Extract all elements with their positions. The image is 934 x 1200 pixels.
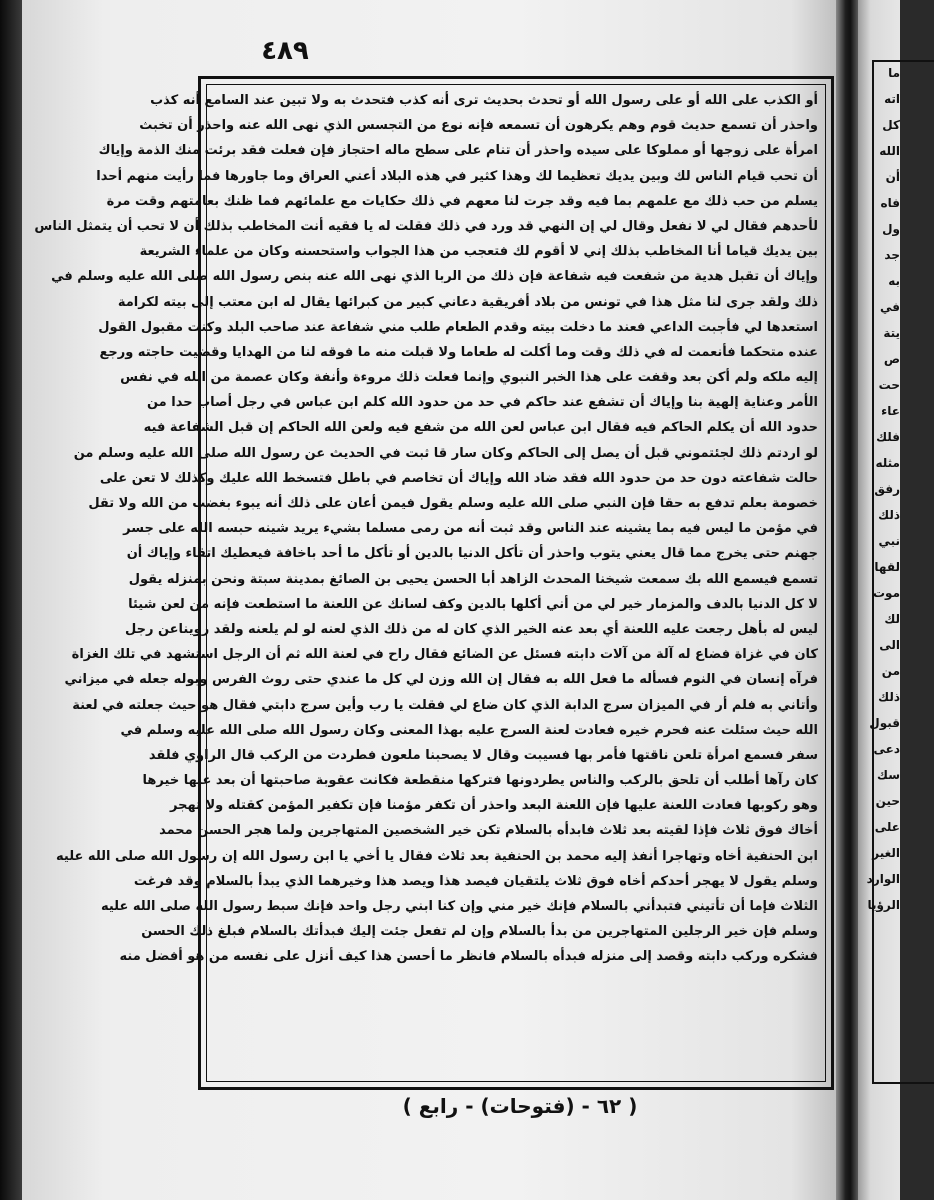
text-line: حدود الله أن يكلم الحاكم فيه فقال ابن عباس لعن الله من شفع فيه ولعن الله الحاكم إن قبل الشفاعة فيه (143, 420, 818, 436)
adjacent-page-fragment: حين (875, 794, 900, 808)
text-line: لا كل الدنيا بالدف والمزمار خير لي من أني أكلها بالدين وكف لسانك عن اللعنة ما استطعت فإنه من لعن شيئا (128, 596, 818, 612)
adjacent-page-fragment: كل (882, 118, 900, 132)
adjacent-page-fragment: فاه (880, 196, 900, 210)
adjacent-page-fragment: قبول (869, 716, 900, 730)
adjacent-page-fragment: الغير (872, 846, 900, 860)
adjacent-page-fragment: يتة (883, 326, 900, 340)
text-line: وهو ركوبها فعادت اللعنة عليها فإن اللعنة البعد واحذر أن تكفر مؤمنا فإن تكفير المؤمن كقتله ولا تهجر (170, 798, 818, 814)
adjacent-page-fragment: فلك (876, 430, 900, 444)
adjacent-page-fragment: اته (884, 92, 900, 106)
text-line: في مؤمن ما ليس فيه بما يشينه عند الناس وقد ثبت أنه من رمى مسلما بشيء يريد شينه حبسه الله على جسر (123, 521, 818, 537)
text-line: إليه ملكه ولم أكن بعد وقفت على هذا الخبر النبوي وإنما فعلت ذلك مروءة وأنفة وكان عصمة من الله في نفس (120, 370, 818, 386)
adjacent-page-fragment: رفق (874, 482, 900, 496)
adjacent-page-fragment: دعى (873, 742, 900, 756)
text-line: بين يديك قياما أنا المخاطب بذلك إني لا أقوم لك فتعجب من هذا الجواب واستحسنه وكان من علماء الشريعة (139, 244, 818, 260)
adjacent-page-fragment: حت (878, 378, 900, 392)
book-spine (836, 0, 860, 1200)
text-line: أخاك فوق ثلاث فإذا لقيته بعد ثلاث فابدأه بالسلام تكن خير الشخصين المتهاجرين ولما هجر الحسن محمد (159, 823, 818, 839)
adjacent-page-fragment: في (880, 300, 900, 314)
adjacent-page-fragment: الله (879, 144, 900, 158)
adjacent-page-fragment: على (874, 820, 900, 834)
arabic-text-body (34, 88, 818, 1078)
book-binding-shadow (0, 0, 22, 1200)
text-line: عنده متحكما فأنعمت له في ذلك وقت وما أكلت له طعاما ولا قبلت منه ما فوقه لنا من الهدايا وقضيت حاجته ورجع (99, 344, 818, 360)
text-line: كان في غزاة فضاع له آلة من آلات دابته فسئل عن الضائع فقال راح في لعنة الله ثم أن الرجل استشهد في تلك الغزاة (71, 647, 818, 663)
adjacent-page-fragment: لقها (874, 560, 900, 574)
adjacent-page-fragment: به (888, 274, 900, 288)
text-line: أن تحب قيام الناس لك وبين يديك تعظيما لك وهذا كثير في هذه البلاد أعني العراق وما جاورها فما رأيت منهم أحدا (96, 168, 818, 184)
text-line: فرآه إنسان في النوم فسأله ما فعل الله به فقال إن الله وزن لي كل ما عندي حتى روث الفرس وبوله جعله في ميزاني (64, 672, 818, 688)
text-line: فشكره وركب دابته وقصد إلى منزله فبدأه بالسلام فانظر ما أحسن هذا كيف أنزل على نفسه من هو أفضل منه (119, 949, 818, 965)
adjacent-page-fragment: ص (883, 352, 900, 366)
text-line: امرأة على زوجها أو مملوكا على سيده واحذر أن تنام على سطح ماله احتجاز فإن فعلت فقد برئت منك الذمة وإياك (98, 143, 818, 159)
adjacent-page-fragment: جد (884, 248, 900, 262)
adjacent-page-fragment: ذلك (878, 690, 900, 704)
text-line: أو الكذب على الله أو على رسول الله أو تحدث بحديث ترى أنه كذب فتحدث به ولا تبين عند السامع أنه كذب (150, 93, 818, 108)
adjacent-page-fragment: نبي (878, 534, 900, 548)
text-line: وأتاني به فلم أر في الميزان سرج الدابة الذي كان ضاع لي فقلت يا رب وأين سرج دابتي فقال هو حيث جعلته في لعنة (72, 697, 818, 713)
text-line: الثلاث فإما أن تأتيني فتبدأني بالسلام فإنك خير مني وإن كنا ابني رجل واحد فإنك سبط رسول الله صلى الله عليه (100, 899, 818, 914)
text-line: ابن الحنفية أخاه وتهاجرا أنفذ إليه محمد بن الحنفية بعد ثلاث فقال يا أخي يا ابن رسول الله إن رسول الله صلى الله عليه (56, 848, 818, 864)
adjacent-page-fragment: موت (872, 586, 900, 600)
text-line: لأحدهم فقال لي لا نفعل وقال لي إن النهي قد ورد في ذلك فقلت له يا فقيه أنت المخاطب بذلك أن لا تحب أن يتمثل الناس (34, 218, 818, 234)
text-line: يسلم من حب ذلك مع علمهم بما فيه وقد جرت لنا معهم في ذلك حكايات مع علمائهم فما ظنك بعامتهم وقت مرة (106, 193, 818, 209)
adjacent-page-fragment: الوارد (866, 872, 900, 886)
text-line: خصومة بعلم تدفع به حقا فإن النبي صلى الله عليه وسلم يقول فيمن أعان على ذلك أنه يبوء بغضب من الله ولا تقل (88, 496, 818, 511)
text-line: وسلم فإن خير الرجلين المتهاجرين من بدأ بالسلام وإن لم تفعل جئت إليك فبدأتك بالسلام فبلغ ذلك الحسن (141, 924, 818, 940)
page-number: ٤٨٩ (261, 36, 309, 66)
adjacent-page-fragment: عاء (881, 404, 900, 418)
text-line: تسمع فيسمع الله بك سمعت شيخنا المحدث الزاهد أبا الحسن يحيى بن الصائغ بمدينة سبتة ونحن بمنزله يقول (128, 571, 818, 587)
adjacent-page-fragment: الرؤيا (867, 898, 900, 912)
adjacent-page-fragment: من (881, 664, 900, 678)
text-line: جهنم حتى يخرج مما قال يعني يتوب واحذر أن تأكل الدنيا بالدين أو تأكل ما أحد باخافة فيعطيك اتقاء وإياك أن (126, 546, 818, 562)
adjacent-page-fragment: الى (879, 638, 900, 652)
adjacent-page-fragment: أن (885, 170, 900, 184)
text-line: ليس له بأهل رجعت عليه اللعنة أي بعد عنه الخير الذي كان له من ذلك الذي لعنه لو لم يلعنه ولقد رويناعن رجل (124, 621, 818, 637)
adjacent-page-fragment: سك (877, 768, 900, 782)
adjacent-page-fragment: ذلك (878, 508, 900, 522)
text-line: سفر فسمع امرأة تلعن ناقتها فأمر بها فسيبت وقال لا يصحبنا ملعون فطردت من الركب قال الراوي فلقد (148, 747, 818, 763)
text-line: وسلم يقول لا يهجر أحدكم أخاه فوق ثلاث يلتقيان فيصد هذا ويصد هذا وخيرهما الذي يبدأ بالسلام وقد فرغت (133, 873, 818, 889)
adjacent-page-fragment: لك (884, 612, 900, 626)
text-line: لو اردتم ذلك لجئتموني قبل أن يصل إلى الحاكم وكان سار قا ثبت في الحديث عن رسول الله صلى الله عليه وسلم من (73, 445, 818, 461)
text-line: الله حيث سئلت عنه فحرم خيره فعادت لعنة السرج عليه بهذا المعنى وكان رسول الله صلى الله عليه وسلم في (120, 722, 818, 738)
text-line: وإياك أن تقبل هدية من شفعت فيه شفاعة فإن ذلك من الربا الذي نهى الله عنه بنص رسول الله صلى الله عليه وسلم في (51, 269, 818, 285)
adjacent-page-fragment: ول (882, 222, 900, 236)
text-line: ذلك ولقد جرى لنا مثل هذا في تونس من بلاد أفريقية دعاني كبير من كبرائها يقال له ابن معتب إلى بيته لكرامة (117, 294, 818, 310)
adjacent-page-text-fragments (862, 60, 900, 1080)
text-line: واحذر أن تسمع حديث قوم وهم يكرهون أن تسمعه فإنه نوع من التجسس الذي نهى الله عنه واحذر أن تخبث (139, 118, 818, 134)
text-line: استعدها لي فأجبت الداعي فعند ما دخلت بيته وقدم الطعام طلب مني شفاعة عند صاحب البلد وكنت مقبول القول (98, 319, 818, 335)
adjacent-page-fragment: مثله (875, 456, 900, 470)
page-footer-signature: ( ٦٢ - (فتوحات) - رابع ) (402, 1094, 638, 1118)
adjacent-page-fragment: ما (888, 66, 900, 80)
text-line: كان رآها أطلب أن تلحق بالركب والناس يطردونها فتركها منقطعة فكانت عقوبة صاحبتها أن بعد عنها خيرها (142, 773, 818, 789)
text-line: الأمر وعناية إلهية بنا وإياك أن تشفع عند حاكم في حد من حدود الله كلم ابن عباس في رجل أصاب حدا من (146, 395, 818, 411)
text-line: حالت شفاعته دون حد من حدود الله فقد ضاد الله وإياك أن تخاصم في باطل فتسخط الله عليك وكذلك لا تعن على (99, 470, 818, 486)
